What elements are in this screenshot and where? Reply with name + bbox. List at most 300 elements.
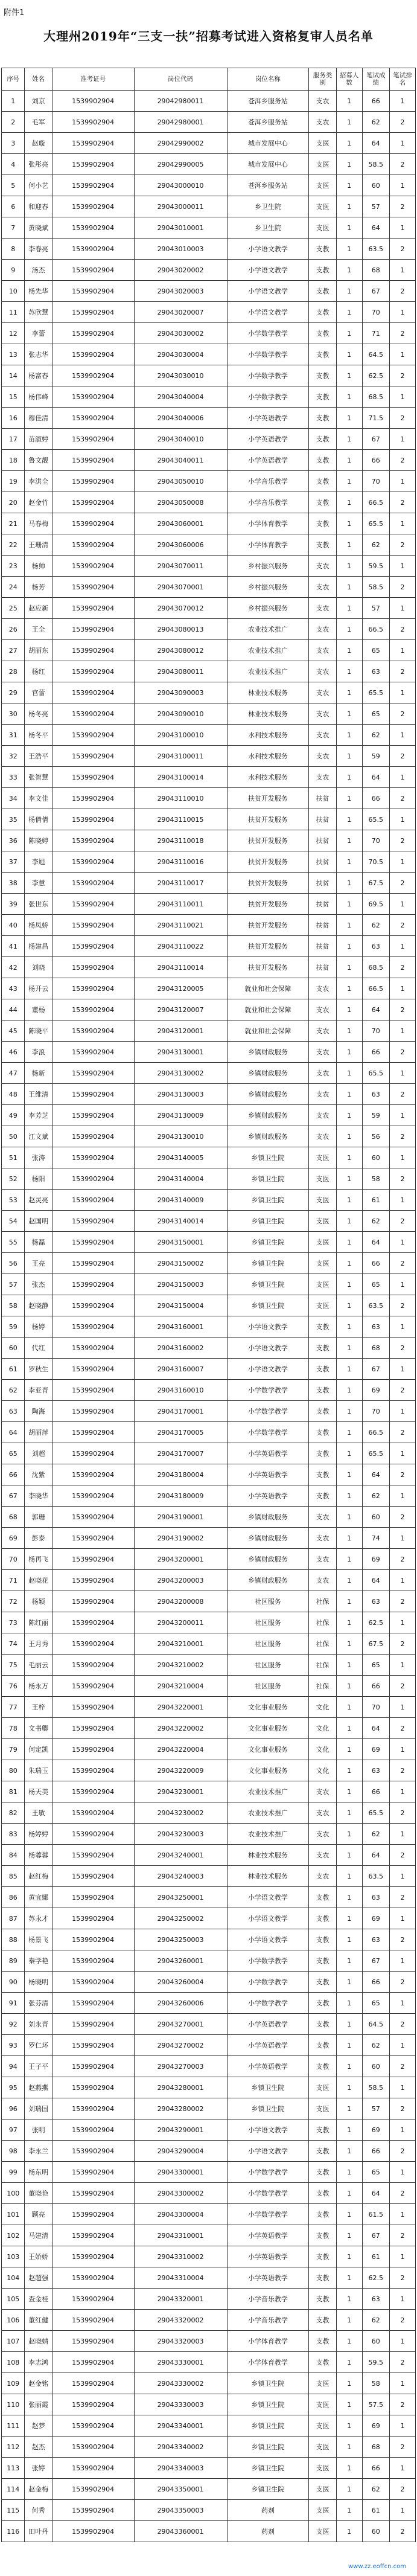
- written-rank-cell: 1: [389, 2162, 415, 2183]
- written-rank-cell: 1: [389, 386, 415, 408]
- exam-number-cell: 1539902904: [52, 1443, 134, 1464]
- written-rank-cell: 2: [389, 365, 415, 386]
- written-rank-cell: 1: [389, 1485, 415, 1507]
- post-code-cell: 29043160010: [134, 1380, 227, 1401]
- table-row: [2, 239, 416, 260]
- exam-number-cell: 1539902904: [52, 260, 134, 281]
- service-category-cell: 支农: [309, 1020, 336, 1042]
- written-score-cell: 57: [362, 598, 389, 619]
- service-category-cell: 支农: [309, 999, 336, 1020]
- exam-number-cell: 1539902904: [52, 302, 134, 323]
- post-code-cell: 29043220004: [134, 1739, 227, 1760]
- written-score-cell: 60: [362, 2056, 389, 2077]
- post-name-cell: 小学数学教学: [227, 1972, 309, 1993]
- service-category-cell: 支农: [309, 640, 336, 661]
- post-code-cell: 29043010003: [134, 239, 227, 260]
- exam-number-cell: 1539902904: [52, 1929, 134, 1950]
- table-row: [2, 2141, 416, 2162]
- candidate-name-cell: 杨东明: [25, 2162, 52, 2183]
- exam-number-cell: 1539902904: [52, 1887, 134, 1908]
- row-number-cell: 35: [2, 809, 25, 830]
- post-code-cell: 29043130002: [134, 1063, 227, 1084]
- exam-number-cell: 1539902904: [52, 2521, 134, 2542]
- candidate-name-cell: 李蕾: [25, 323, 52, 344]
- row-number-cell: 101: [2, 2204, 25, 2225]
- written-score-cell: 66: [362, 1781, 389, 1802]
- candidate-name-cell: 李慧: [25, 873, 52, 894]
- service-category-cell: 支农: [309, 1845, 336, 1866]
- written-rank-cell: 1: [389, 556, 415, 577]
- post-code-cell: 29043350003: [134, 2500, 227, 2521]
- candidate-name-cell: 张智慧: [25, 767, 52, 788]
- row-number-cell: 63: [2, 1401, 25, 1422]
- written-rank-cell: 1: [389, 2458, 415, 2479]
- post-code-cell: 29043100011: [134, 746, 227, 767]
- service-category-cell: 文化: [309, 1739, 336, 1760]
- service-category-cell: 扶贫: [309, 936, 336, 957]
- row-number-cell: 39: [2, 894, 25, 915]
- recruit-count-cell: 1: [336, 492, 362, 513]
- candidate-name-cell: 陈晓婷: [25, 830, 52, 851]
- written-score-cell: 60: [362, 175, 389, 196]
- exam-number-cell: 1539902904: [52, 513, 134, 534]
- written-rank-cell: 1: [389, 1950, 415, 1972]
- exam-number-cell: 1539902904: [52, 175, 134, 196]
- candidate-name-cell: 杨天美: [25, 1781, 52, 1802]
- service-category-cell: 支医: [309, 175, 336, 196]
- written-rank-cell: 2: [389, 873, 415, 894]
- post-code-cell: 29043350001: [134, 2479, 227, 2500]
- written-score-cell: 62: [362, 1824, 389, 1845]
- post-name-cell: 乡镇卫生院: [227, 2077, 309, 2098]
- written-score-cell: 63.5: [362, 239, 389, 260]
- service-category-cell: 支医: [309, 2500, 336, 2521]
- candidate-name-cell: 刘晓: [25, 957, 52, 978]
- table-row: [2, 1084, 416, 1105]
- row-number-cell: 84: [2, 1845, 25, 1866]
- service-category-cell: 支医: [309, 1168, 336, 1190]
- row-number-cell: 94: [2, 2056, 25, 2077]
- written-rank-cell: 2: [389, 534, 415, 556]
- post-name-cell: 小学语文教学: [227, 2141, 309, 2162]
- table-row: [2, 809, 416, 830]
- written-score-cell: 63: [362, 1316, 389, 1338]
- written-rank-cell: 2: [389, 408, 415, 429]
- exam-number-cell: 1539902904: [52, 2352, 134, 2373]
- post-name-cell: 乡镇卫生院: [227, 1274, 309, 1295]
- exam-number-cell: 1539902904: [52, 1633, 134, 1655]
- table-row: [2, 1929, 416, 1950]
- row-number-cell: 69: [2, 1528, 25, 1549]
- exam-number-cell: 1539902904: [52, 1612, 134, 1633]
- table-row: [2, 154, 416, 175]
- post-code-cell: 29043130010: [134, 1126, 227, 1147]
- service-category-cell: 支农: [309, 703, 336, 725]
- written-score-cell: 62: [362, 1211, 389, 1232]
- post-name-cell: 小学数学教学: [227, 365, 309, 386]
- table-row: [2, 1042, 416, 1063]
- written-score-cell: 66: [362, 450, 389, 471]
- row-number-cell: 54: [2, 1211, 25, 1232]
- exam-number-cell: 1539902904: [52, 281, 134, 302]
- table-row: [2, 703, 416, 725]
- recruit-count-cell: 1: [336, 2437, 362, 2458]
- row-number-cell: 16: [2, 408, 25, 429]
- candidate-name-cell: 张婷: [25, 2458, 52, 2479]
- post-code-cell: 29043270002: [134, 2035, 227, 2056]
- table-row: [2, 1464, 416, 1485]
- exam-number-cell: 1539902904: [52, 1020, 134, 1042]
- table-row: [2, 1760, 416, 1781]
- post-code-cell: 29043220001: [134, 1697, 227, 1718]
- post-name-cell: 小学数学教学: [227, 1401, 309, 1422]
- table-row: [2, 1549, 416, 1570]
- post-name-cell: 林业技术服务: [227, 703, 309, 725]
- written-score-cell: 63: [362, 936, 389, 957]
- written-score-cell: 60: [362, 2521, 389, 2542]
- post-name-cell: 乡镇卫生院: [227, 2098, 309, 2119]
- written-score-cell: 67: [362, 1359, 389, 1380]
- written-score-cell: 66: [362, 1972, 389, 1993]
- table-row: [2, 2077, 416, 2098]
- exam-number-cell: 1539902904: [52, 2141, 134, 2162]
- recruit-count-cell: 1: [336, 1887, 362, 1908]
- table-row: [2, 1972, 416, 1993]
- written-rank-cell: 2: [389, 450, 415, 471]
- recruit-count-cell: 1: [336, 1633, 362, 1655]
- candidate-name-cell: 刘永青: [25, 2014, 52, 2035]
- row-number-cell: 110: [2, 2394, 25, 2415]
- row-number-cell: 65: [2, 1443, 25, 1464]
- written-rank-cell: 2: [389, 1253, 415, 1274]
- post-name-cell: 小学语文教学: [227, 1338, 309, 1359]
- post-code-cell: 29043170001: [134, 1401, 227, 1422]
- written-score-cell: 66: [362, 2458, 389, 2479]
- written-score-cell: 60: [362, 1147, 389, 1168]
- recruit-count-cell: 1: [336, 1950, 362, 1972]
- exam-number-cell: 1539902904: [52, 1084, 134, 1105]
- post-code-cell: 29042980011: [134, 91, 227, 112]
- post-code-cell: 29043120007: [134, 999, 227, 1020]
- service-category-cell: 支教: [309, 408, 336, 429]
- written-score-cell: 67: [362, 2225, 389, 2246]
- written-rank-cell: 1: [389, 682, 415, 703]
- exam-number-cell: 1539902904: [52, 1338, 134, 1359]
- row-number-cell: 59: [2, 1316, 25, 1338]
- exam-number-cell: 1539902904: [52, 323, 134, 344]
- row-number-cell: 29: [2, 682, 25, 703]
- recruit-count-cell: 1: [336, 1443, 362, 1464]
- written-score-cell: 61: [362, 2246, 389, 2267]
- written-rank-cell: 2: [389, 2479, 415, 2500]
- written-score-cell: 67: [362, 281, 389, 302]
- table-row: [2, 1908, 416, 1929]
- post-name-cell: 小学数学教学: [227, 323, 309, 344]
- row-number-cell: 7: [2, 217, 25, 239]
- table-row: [2, 1105, 416, 1126]
- service-category-cell: 支医: [309, 1274, 336, 1295]
- written-rank-cell: 1: [389, 175, 415, 196]
- recruit-count-cell: 1: [336, 1718, 362, 1739]
- post-code-cell: 29043120001: [134, 1020, 227, 1042]
- table-row: [2, 2521, 416, 2542]
- row-number-cell: 11: [2, 302, 25, 323]
- service-category-cell: 支教: [309, 2289, 336, 2310]
- service-category-cell: 支农: [309, 1126, 336, 1147]
- row-number-cell: 48: [2, 1084, 25, 1105]
- written-score-cell: 69: [362, 1380, 389, 1401]
- table-row: [2, 556, 416, 577]
- post-name-cell: 扶贫开发服务: [227, 809, 309, 830]
- post-code-cell: 29043280001: [134, 2077, 227, 2098]
- written-rank-cell: 2: [389, 2183, 415, 2204]
- post-name-cell: 乡卫生院: [227, 196, 309, 217]
- post-name-cell: 林业技术服务: [227, 1866, 309, 1887]
- candidate-name-cell: 赵金竹: [25, 492, 52, 513]
- recruit-count-cell: 1: [336, 386, 362, 408]
- written-score-cell: 64: [362, 1845, 389, 1866]
- recruit-count-cell: 1: [336, 1147, 362, 1168]
- written-score-cell: 66: [362, 1676, 389, 1697]
- written-rank-cell: 2: [389, 915, 415, 936]
- exam-number-cell: 1539902904: [52, 999, 134, 1020]
- recruit-count-cell: 1: [336, 1528, 362, 1549]
- recruit-count-cell: 1: [336, 1232, 362, 1253]
- header-cell: 服务类别: [309, 68, 336, 91]
- candidate-name-cell: 彭泰: [25, 1528, 52, 1549]
- recruit-count-cell: 1: [336, 809, 362, 830]
- recruit-count-cell: 1: [336, 2141, 362, 2162]
- exam-number-cell: 1539902904: [52, 1993, 134, 2014]
- exam-number-cell: 1539902904: [52, 2183, 134, 2204]
- recruit-count-cell: 1: [336, 1190, 362, 1211]
- service-category-cell: 支医: [309, 154, 336, 175]
- post-code-cell: 29043200001: [134, 1549, 227, 1570]
- service-category-cell: 支教: [309, 2056, 336, 2077]
- table-row: [2, 2056, 416, 2077]
- post-code-cell: 29043110021: [134, 915, 227, 936]
- written-rank-cell: 2: [389, 1464, 415, 1485]
- recruit-count-cell: 1: [336, 1401, 362, 1422]
- post-code-cell: 29043200011: [134, 1612, 227, 1633]
- table-row: [2, 1676, 416, 1697]
- recruit-count-cell: 1: [336, 1126, 362, 1147]
- row-number-cell: 17: [2, 429, 25, 450]
- post-name-cell: 乡镇卫生院: [227, 2437, 309, 2458]
- exam-number-cell: 1539902904: [52, 1676, 134, 1697]
- recruit-count-cell: 1: [336, 239, 362, 260]
- row-number-cell: 87: [2, 1908, 25, 1929]
- row-number-cell: 103: [2, 2246, 25, 2267]
- row-number-cell: 5: [2, 175, 25, 196]
- row-number-cell: 97: [2, 2119, 25, 2141]
- table-row: [2, 1612, 416, 1633]
- written-score-cell: 67.5: [362, 1633, 389, 1655]
- service-category-cell: 支教: [309, 2267, 336, 2289]
- service-category-cell: 社保: [309, 1676, 336, 1697]
- recruit-count-cell: 1: [336, 851, 362, 873]
- exam-number-cell: 1539902904: [52, 133, 134, 154]
- row-number-cell: 2: [2, 112, 25, 133]
- service-category-cell: 支教: [309, 1464, 336, 1485]
- post-name-cell: 乡镇卫生院: [227, 2458, 309, 2479]
- row-number-cell: 68: [2, 1507, 25, 1528]
- post-name-cell: 乡镇卫生院: [227, 2479, 309, 2500]
- candidate-name-cell: 郭珊: [25, 1507, 52, 1528]
- table-row: [2, 344, 416, 365]
- candidate-name-cell: 秦学艳: [25, 1950, 52, 1972]
- table-row: [2, 1443, 416, 1464]
- candidate-name-cell: 王梓: [25, 1697, 52, 1718]
- service-category-cell: 支医: [309, 217, 336, 239]
- written-rank-cell: 1: [389, 1443, 415, 1464]
- candidate-name-cell: 李志鸿: [25, 2352, 52, 2373]
- written-score-cell: 70: [362, 1401, 389, 1422]
- written-rank-cell: 1: [389, 1105, 415, 1126]
- table-row: [2, 91, 416, 112]
- table-row: [2, 2098, 416, 2119]
- row-number-cell: 6: [2, 196, 25, 217]
- exam-number-cell: 1539902904: [52, 2204, 134, 2225]
- row-number-cell: 116: [2, 2521, 25, 2542]
- exam-number-cell: 1539902904: [52, 1190, 134, 1211]
- written-rank-cell: 2: [389, 999, 415, 1020]
- written-score-cell: 64: [362, 1464, 389, 1485]
- post-name-cell: 小学语文教学: [227, 2119, 309, 2141]
- written-rank-cell: 2: [389, 1760, 415, 1781]
- recruit-count-cell: 1: [336, 1316, 362, 1338]
- row-number-cell: 61: [2, 1359, 25, 1380]
- recruit-count-cell: 1: [336, 999, 362, 1020]
- row-number-cell: 27: [2, 640, 25, 661]
- service-category-cell: 支农: [309, 1866, 336, 1887]
- written-rank-cell: 2: [389, 1295, 415, 1316]
- written-rank-cell: 1: [389, 1528, 415, 1549]
- post-name-cell: 苍洱乡服务站: [227, 112, 309, 133]
- service-category-cell: 社保: [309, 1612, 336, 1633]
- written-score-cell: 68.5: [362, 957, 389, 978]
- written-rank-cell: 2: [389, 2056, 415, 2077]
- row-number-cell: 4: [2, 154, 25, 175]
- service-category-cell: 支教: [309, 2310, 336, 2331]
- row-number-cell: 53: [2, 1190, 25, 1211]
- row-number-cell: 76: [2, 1676, 25, 1697]
- table-row: [2, 2479, 416, 2500]
- attachment-label: 附件1: [4, 8, 25, 18]
- post-code-cell: 29043300001: [134, 2162, 227, 2183]
- exam-number-cell: 1539902904: [52, 2394, 134, 2415]
- row-number-cell: 89: [2, 1950, 25, 1972]
- written-rank-cell: 1: [389, 894, 415, 915]
- exam-number-cell: 1539902904: [52, 915, 134, 936]
- candidate-name-cell: 顾亮: [25, 2204, 52, 2225]
- table-row: [2, 2246, 416, 2267]
- post-code-cell: 29043140004: [134, 1168, 227, 1190]
- exam-number-cell: 1539902904: [52, 1253, 134, 1274]
- recruit-count-cell: 1: [336, 133, 362, 154]
- table-row: [2, 788, 416, 809]
- candidate-name-cell: 杨颖: [25, 1591, 52, 1612]
- written-rank-cell: 1: [389, 2373, 415, 2394]
- recruit-count-cell: 1: [336, 1845, 362, 1866]
- post-name-cell: 小学英语教学: [227, 2225, 309, 2246]
- written-rank-cell: 2: [389, 2521, 415, 2542]
- candidate-name-cell: 李亚青: [25, 1380, 52, 1401]
- exam-number-cell: 1539902904: [52, 851, 134, 873]
- recruit-count-cell: 1: [336, 915, 362, 936]
- written-score-cell: 63: [362, 1929, 389, 1950]
- table-row: [2, 2415, 416, 2437]
- candidate-name-cell: 赵金梅: [25, 2479, 52, 2500]
- candidate-name-cell: 张芬清: [25, 1993, 52, 2014]
- recruit-count-cell: 1: [336, 217, 362, 239]
- candidate-name-cell: 何秀: [25, 2500, 52, 2521]
- post-name-cell: 乡镇财政服务: [227, 1507, 309, 1528]
- exam-number-cell: 1539902904: [52, 1359, 134, 1380]
- row-number-cell: 62: [2, 1380, 25, 1401]
- service-category-cell: 支教: [309, 450, 336, 471]
- post-code-cell: 29043110022: [134, 936, 227, 957]
- exam-number-cell: 1539902904: [52, 830, 134, 851]
- service-category-cell: 支教: [309, 1485, 336, 1507]
- written-rank-cell: 2: [389, 2394, 415, 2415]
- post-name-cell: 乡镇财政服务: [227, 1126, 309, 1147]
- row-number-cell: 77: [2, 1697, 25, 1718]
- table-row: [2, 598, 416, 619]
- written-score-cell: 61: [362, 2500, 389, 2521]
- exam-number-cell: 1539902904: [52, 2373, 134, 2394]
- service-category-cell: 支教: [309, 281, 336, 302]
- service-category-cell: 支教: [309, 1338, 336, 1359]
- table-row: [2, 1739, 416, 1760]
- written-rank-cell: 1: [389, 936, 415, 957]
- exam-number-cell: 1539902904: [52, 2246, 134, 2267]
- written-score-cell: 66.5: [362, 492, 389, 513]
- exam-number-cell: 1539902904: [52, 365, 134, 386]
- table-row: [2, 1422, 416, 1443]
- row-number-cell: 85: [2, 1866, 25, 1887]
- table-row: [2, 2204, 416, 2225]
- table-row: [2, 1633, 416, 1655]
- post-name-cell: 文化事业服务: [227, 1718, 309, 1739]
- recruit-count-cell: 1: [336, 1760, 362, 1781]
- post-code-cell: 29043330003: [134, 2394, 227, 2415]
- header-cell: 岗位代码: [134, 68, 227, 91]
- written-rank-cell: 1: [389, 2119, 415, 2141]
- candidate-name-cell: 赵璇: [25, 133, 52, 154]
- service-category-cell: 支农: [309, 1824, 336, 1845]
- recruit-count-cell: 1: [336, 2204, 362, 2225]
- written-rank-cell: 1: [389, 1993, 415, 2014]
- row-number-cell: 24: [2, 577, 25, 598]
- exam-number-cell: 1539902904: [52, 1168, 134, 1190]
- table-row: [2, 1380, 416, 1401]
- post-name-cell: 农业技术推广: [227, 640, 309, 661]
- table-row: [2, 915, 416, 936]
- service-category-cell: 支农: [309, 112, 336, 133]
- written-score-cell: 65.5: [362, 809, 389, 830]
- post-name-cell: 社区服务: [227, 1633, 309, 1655]
- post-code-cell: 29043150003: [134, 1274, 227, 1295]
- written-score-cell: 63: [362, 1887, 389, 1908]
- recruit-count-cell: 1: [336, 1739, 362, 1760]
- row-number-cell: 38: [2, 873, 25, 894]
- service-category-cell: 支农: [309, 1105, 336, 1126]
- service-category-cell: 支医: [309, 2437, 336, 2458]
- post-name-cell: 乡镇卫生院: [227, 1295, 309, 1316]
- service-category-cell: 支教: [309, 344, 336, 365]
- service-category-cell: 支医: [309, 2458, 336, 2479]
